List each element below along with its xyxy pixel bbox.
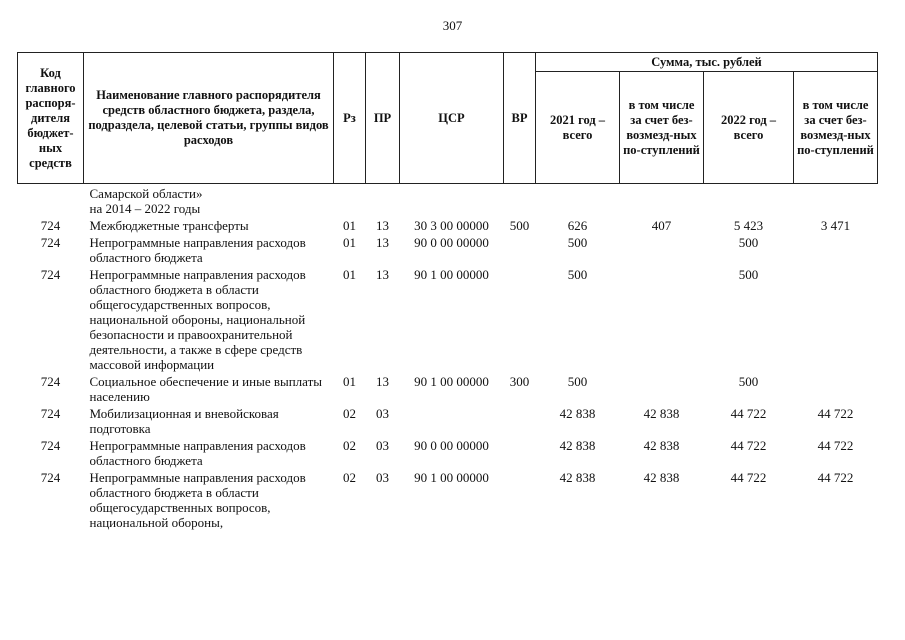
row-vr (504, 267, 536, 374)
table-row (18, 218, 878, 235)
row-csr: 90 1 00 00000 (414, 267, 489, 282)
row-name: Социальное обеспечение и иные выплаты населению (89, 374, 323, 404)
row-rz: 01 (343, 374, 356, 389)
row-2022-free (794, 267, 878, 374)
row-2021-free: 42 838 (643, 406, 680, 421)
row-name: Непрограммные направления расходов областного бюджета (89, 438, 306, 468)
row-pr: 03 (376, 406, 389, 421)
row-vr (504, 438, 536, 470)
row-2022-free: 3 471 (820, 218, 851, 233)
row-name: Межбюджетные трансферты (89, 218, 249, 233)
row-code: 724 (40, 235, 61, 250)
row-2021-total: 500 (567, 374, 588, 389)
row-vr (504, 406, 536, 438)
header-2022-free: в том числе за счет без-возмезд-ных по-ступлений (794, 72, 878, 184)
header-2022-total: 2022 год – всего (704, 72, 794, 184)
table-row (18, 235, 878, 267)
row-2021-total: 42 838 (559, 406, 596, 421)
header-sum: Сумма, тыс. рублей (536, 53, 878, 72)
row-code: 724 (40, 406, 61, 421)
row-csr: 90 1 00 00000 (414, 470, 489, 485)
row-vr: 500 (509, 218, 530, 233)
row-code: 724 (40, 218, 61, 233)
row-2022-total: 500 (738, 267, 759, 282)
row-csr (400, 184, 504, 219)
row-code: 724 (40, 374, 61, 389)
header-csr: ЦСР (400, 53, 504, 184)
table-row (18, 184, 878, 219)
row-2022-total: 500 (738, 235, 759, 250)
row-pr: 03 (376, 438, 389, 453)
row-2022-free: 44 722 (817, 438, 854, 453)
row-2021-total: 500 (567, 235, 588, 250)
row-2022-free (794, 374, 878, 406)
table-row (18, 438, 878, 470)
header-name: Наименование главного распорядителя средств областного бюджета, раздела, подраздела, целевой статьи, группы видов расходов (84, 53, 334, 184)
row-2021-total: 500 (567, 267, 588, 282)
row-rz: 01 (343, 235, 356, 250)
row-2022-total: 44 722 (730, 406, 767, 421)
row-2022-free (794, 235, 878, 267)
table-row (18, 406, 878, 438)
row-csr (400, 406, 504, 438)
row-2022-total (704, 184, 794, 219)
row-pr: 03 (376, 470, 389, 485)
header-2021-total: 2021 год – всего (536, 72, 620, 184)
row-2022-total: 44 722 (730, 438, 767, 453)
row-2021-total: 42 838 (559, 438, 596, 453)
budget-table (17, 52, 878, 532)
row-name: Непрограммные направления расходов областного бюджета (89, 235, 306, 265)
row-2021-free: 42 838 (643, 470, 680, 485)
page-number: 307 (442, 18, 463, 33)
row-2021-free: 407 (651, 218, 672, 233)
header-code: Код главного распоря-дителя бюджет-ных средств (18, 53, 84, 184)
row-2022-free (794, 184, 878, 219)
row-pr: 13 (376, 374, 389, 389)
row-2021-free (620, 184, 704, 219)
row-code: 724 (40, 438, 61, 453)
row-2021-free (620, 267, 704, 374)
row-2021-free (620, 235, 704, 267)
table-row (18, 267, 878, 374)
header-2021-free: в том числе за счет без-возмезд-ных по-ступлений (620, 72, 704, 184)
row-pr: 13 (376, 267, 389, 282)
row-code: 724 (40, 470, 61, 485)
row-rz: 02 (343, 470, 356, 485)
row-csr: 90 0 00 00000 (414, 235, 489, 250)
row-2022-total: 500 (738, 374, 759, 389)
row-2022-free: 44 722 (817, 406, 854, 421)
row-code (18, 184, 84, 219)
row-rz: 01 (343, 218, 356, 233)
row-name: Непрограммные направления расходов областного бюджета в области общегосударственных вопросов, национальной обороны, (89, 470, 306, 530)
header-rz: Рз (334, 53, 366, 184)
row-pr (366, 184, 400, 219)
row-code: 724 (40, 267, 61, 282)
row-2021-total (536, 184, 620, 219)
row-2022-total: 5 423 (733, 218, 764, 233)
row-rz (334, 184, 366, 219)
row-rz: 02 (343, 406, 356, 421)
row-2021-total: 42 838 (559, 470, 596, 485)
row-vr (504, 184, 536, 219)
table-row (18, 470, 878, 532)
header-vr: ВР (504, 53, 536, 184)
row-2022-total: 44 722 (730, 470, 767, 485)
row-name: Непрограммные направления расходов областного бюджета в области общегосударственных вопросов, национальной обороны, национальной безопасности и правоохранительной деятельности, а также в сфере средств массовой информации (89, 267, 306, 372)
row-2021-total: 626 (567, 218, 588, 233)
row-rz: 02 (343, 438, 356, 453)
table-row (18, 374, 878, 406)
row-name: Самарской области» на 2014 – 2022 годы (89, 186, 203, 216)
row-2021-free: 42 838 (643, 438, 680, 453)
row-csr: 90 1 00 00000 (414, 374, 489, 389)
row-2021-free (620, 374, 704, 406)
row-name: Мобилизационная и вневойсковая подготовка (89, 406, 279, 436)
row-vr: 300 (509, 374, 530, 389)
row-2022-free: 44 722 (817, 470, 854, 485)
row-pr: 13 (376, 235, 389, 250)
row-pr: 13 (376, 218, 389, 233)
row-csr: 90 0 00 00000 (414, 438, 489, 453)
row-vr (504, 470, 536, 532)
row-csr: 30 3 00 00000 (414, 218, 489, 233)
row-vr (504, 235, 536, 267)
header-pr: ПР (366, 53, 400, 184)
row-rz: 01 (343, 267, 356, 282)
